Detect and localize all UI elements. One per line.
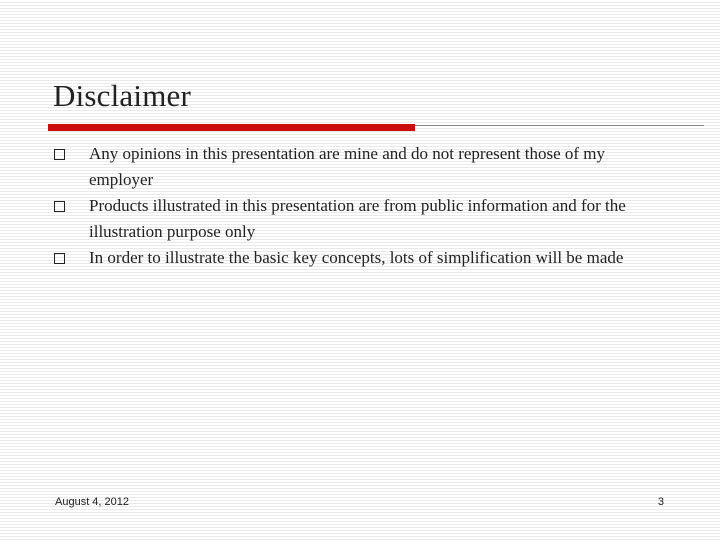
hollow-square-bullet-icon xyxy=(54,201,65,212)
bullet-item-2: Products illustrated in this presentation are from public information and for the illustration purpose only xyxy=(89,196,626,241)
bullet-item-3: In order to illustrate the basic key concepts, lots of simplification will be made xyxy=(89,248,624,267)
footer-date: August 4, 2012 xyxy=(55,496,130,508)
bullet-item-1: Any opinions in this presentation are mine and do not represent those of my employer xyxy=(89,144,606,189)
hollow-square-bullet-icon xyxy=(54,149,65,160)
page-number: 3 xyxy=(657,496,664,508)
hollow-square-bullet-icon xyxy=(54,253,65,264)
title-accent-bar xyxy=(48,124,415,131)
slide-title: Disclaimer xyxy=(53,78,192,113)
